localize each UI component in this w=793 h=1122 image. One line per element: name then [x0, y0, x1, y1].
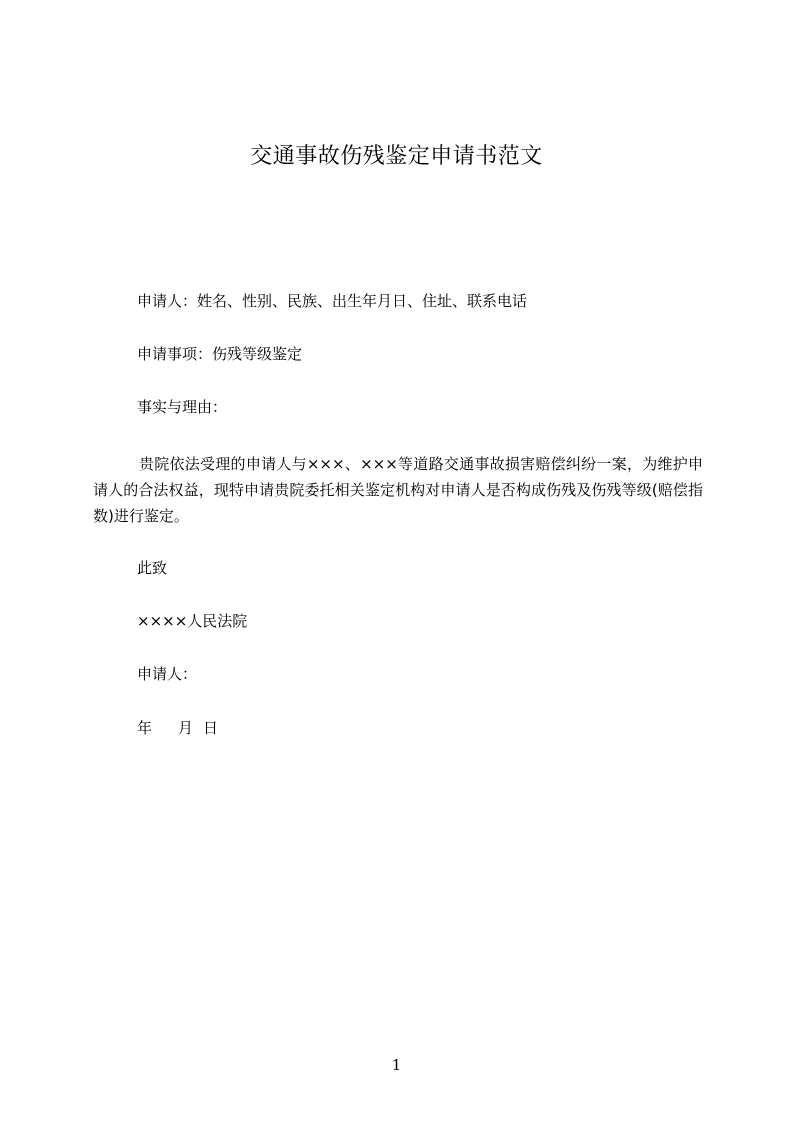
date-year-label: 年 — [137, 719, 153, 737]
document-title: 交通事故伤残鉴定申请书范文 — [250, 144, 543, 169]
court-name: ××××人民法院 — [137, 612, 248, 630]
request-item-line: 申请事项：伤残等级鉴定 — [137, 345, 303, 363]
page-number: 1 — [391, 1056, 402, 1074]
salutation: 此致 — [137, 559, 168, 577]
date-day-label: 日 — [203, 719, 219, 737]
body-paragraph: 贵院依法受理的申请人与×××、×××等道路交通事故损害赔偿纠纷一案，为维护申请人的合法权益，现特申请贵院委托相关鉴定机构对申请人是否构成伤残及伤残等级(赔偿指数)进行鉴定。 — [93, 455, 703, 525]
facts-heading: 事实与理由： — [137, 398, 228, 416]
applicant-info-line: 申请人：姓名、性别、民族、出生年月日、住址、联系电话 — [137, 292, 528, 310]
date-month-label: 月 — [178, 719, 194, 737]
signature-label: 申请人： — [137, 665, 198, 683]
date-line — [137, 718, 218, 738]
